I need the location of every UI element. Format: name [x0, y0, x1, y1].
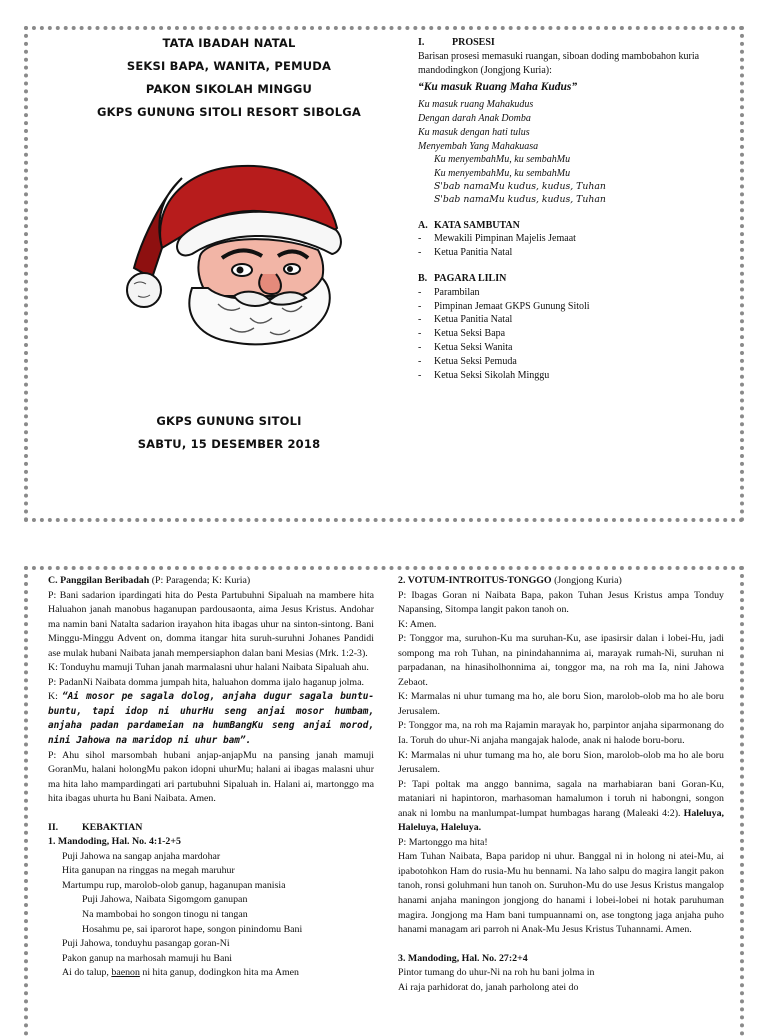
- hymn-line: Martumpu rup, marolob-olob ganup, haganupan manisia: [62, 879, 286, 891]
- list-item: - Ketua Seksi Bapa: [418, 327, 740, 341]
- song-refrain-line: S'bab namaMu kudus, kudus, Tuhan: [434, 193, 606, 205]
- list-item: - Mewakili Pimpinan Majelis Jemaat: [418, 232, 740, 246]
- section-pagara-lilin-heading: [418, 272, 740, 286]
- section-number: I.: [418, 37, 425, 48]
- liturgy-paragraph: K: Marmalas ni uhur tumang ma ho, ale boru Sion, marolob-olob ma ho ale boru Jerusalem.: [398, 691, 724, 717]
- liturgy-paragraph: P: Martonggo ma hita!: [398, 836, 488, 848]
- kata-sambutan-list: [418, 232, 740, 260]
- prayer-paragraph: Ham Tuhan Naibata, Bapa paridop ni uhur. Banggal ni in holong ni atei-Mu, ai ipabotohkon Ham do rusia-Mu hu bennami. Na laho salpu do magira langit pakon tanoh, ronsi goluhmani hun tanoh on. Suruhon-Mu do use Jesus Kristus mangalop hanami anjaha maningon jongjong do hanami i lobei-lobei ni hotak paruhuman magira. Jongjong ma Ham bani tumpuannami on, ase tongtong jaga anjaha puho hanami managam ari parroh ni Anak-Mu Jesus Kristus Tuhannami. Amen.: [398, 851, 724, 936]
- song-line: Ku masuk dengan hati tulus: [418, 126, 530, 138]
- liturgy-paragraph: P: PadanNi Naibata domma jumpah hita, haluahon domma ijalo haganup jolma.: [48, 676, 364, 688]
- hymn-lyrics: [398, 966, 724, 995]
- hymn-line: Ai raja parhidorat do, janah parholong atei do: [398, 981, 579, 993]
- hymn-line: Hosahmu pe, sai iparorot hape, songon pinindomu Bani: [82, 923, 303, 935]
- section-title: PAGARA LILIN: [434, 273, 507, 285]
- event-date: SABTU, 15 DESEMBER 2018: [137, 437, 321, 451]
- section-kebaktian-heading: II. KEBAKTIAN: [48, 821, 143, 833]
- hymn-lyrics: [48, 850, 374, 981]
- cover-title-line: PAKON SIKOLAH MINGGU: [145, 82, 313, 96]
- list-item: - Ketua Seksi Wanita: [418, 341, 740, 355]
- hymn-line: Puji Jahowa, tonduyhu pasangap goran-Ni: [62, 938, 230, 950]
- list-item: - Parambilan: [418, 286, 740, 300]
- liturgy-right-column: [398, 574, 724, 995]
- order-of-service-column: [418, 36, 740, 382]
- cover-page: [24, 26, 744, 522]
- liturgy-paragraph: P: Tonggor ma, suruhon-Ku ma suruhan-Ku, ase ipasirsir dalan i lobei-Hu, jadi sompong ma roh Tuhan, na pinindahannima ai, marayak rumah-Ni, suruhan ni parpadanan, na hinasiholhonnima ai, tonggor ma, na roh ma Ia, nini Jahowa Zebaot.: [398, 633, 724, 688]
- list-item: - Ketua Seksi Sikolah Minggu: [418, 369, 740, 383]
- section-prosesi-heading: [418, 36, 740, 50]
- cover-footer: [64, 414, 394, 460]
- hymn-line: Puji Jahowa, Naibata Sigomgom ganupan: [82, 894, 248, 906]
- list-item: - Ketua Panitia Natal: [418, 246, 740, 260]
- santa-claus-illustration: [122, 128, 362, 348]
- votum-heading: 2. VOTUM-INTROITUS-TONGGO (Jongjong Kuria): [398, 575, 622, 586]
- hymn-line: Ai do talup, baenon ni hita ganup, dodingkon hita ma Amen: [62, 967, 299, 979]
- church-name: GKPS GUNUNG SITOLI: [156, 414, 302, 428]
- song-refrain-line: Ku menyembahMu, ku sembahMu: [434, 154, 571, 166]
- song-line: Menyembah Yang Mahakuasa: [418, 140, 539, 152]
- liturgy-page: [24, 566, 744, 1036]
- list-item: - Ketua Seksi Pemuda: [418, 355, 740, 369]
- cover-title-line: TATA IBADAH NATAL: [162, 36, 296, 50]
- liturgy-paragraph: K: Tonduyhu mamuji Tuhan janah marmalasni uhur halani Naibata Sipaluah ahu.: [48, 662, 369, 674]
- song-title: “Ku masuk Ruang Maha Kudus”: [418, 81, 578, 94]
- section-kata-sambutan-heading: [418, 219, 740, 233]
- liturgy-paragraph: K: Marmalas ni uhur tumang ma ho, ale boru Sion, marolob-olob ma ho ale boru Jerusalem.: [398, 749, 724, 776]
- section-letter: B.: [418, 273, 428, 285]
- liturgy-paragraph: P: Tapi poltak ma anggo bannima, sagala na marhabiaran bani Goran-Ku, mataniari ni hapintoron, marhasoman hamalumon i toruh ni habongni, songon anak ni lombu na manlumpat-lumpat humbagas harang (Maleaki 4:2). Haleluya, Haleluya, Haleluya.: [398, 778, 724, 834]
- section-letter: A.: [418, 219, 428, 231]
- list-item: - Ketua Panitia Natal: [418, 313, 740, 327]
- liturgy-paragraph: P: Tonggor ma, na roh ma Rajamin marayak ho, parpintor anjaha siparmonang do Ia. Toruh do uhur-Ni anjaha mangajak halode, anak ni halode boru-boru.: [398, 720, 724, 747]
- hymn-line: Puji Jahowa na sangap anjaha mardohar: [62, 850, 221, 862]
- liturgy-paragraph: P: Ibagas Goran ni Naibata Bapa, pakon Tuhan Jesus Kristus ampa Tonduy Napansing, Sitompa langit pakon tanoh on.: [398, 589, 724, 616]
- song-line: Dengan darah Anak Domba: [418, 113, 531, 125]
- song-refrain-line: Ku menyembahMu, ku sembahMu: [434, 168, 571, 180]
- cover-column: [64, 36, 394, 348]
- panggilan-heading: C. Panggilan Beribadah (P: Paragenda; K: Kuria): [48, 575, 251, 586]
- pagara-lilin-list: [418, 286, 740, 383]
- song-refrain-line: S'bab namaMu kudus, kudus, Tuhan: [434, 181, 606, 193]
- liturgy-left-column: [48, 574, 374, 981]
- liturgy-paragraph: K: Amen.: [398, 618, 437, 630]
- liturgy-paragraph: P: Bani sadarion ipardingati hita do Pesta Partubuhni Sipaluah na mambere hita Haluahon janah manobus haganupan pardousaonta, aima Jesus Kristus. Andohar ma namin bani Natalta sadarion irayahon hita ibagas uhur na sinton-sintong. Bani Minggu-Minggu Advent on, domma itangar hita suruh-suruhni Johanes Pandidi ase mulak hubani Naibata janah mempersiaphon dalan bani Mesias (Mrk. 1:2-3).: [48, 589, 374, 659]
- section-title: KATA SAMBUTAN: [434, 219, 520, 231]
- hymn-line: Pintor tumang do uhur-Ni na roh hu bani jolma in: [398, 967, 595, 979]
- section-title: PROSESI: [452, 37, 495, 48]
- liturgy-paragraph: K: “Ai mosor pe sagala dolog, anjaha dugur sagala buntu-buntu, tapi idop ni uhurHu seng anjai mosor humbam, anjaha padan pardameian na humBangKu seng anjai morod, nini Jahowa na maridop ni uhur bam”.: [48, 691, 375, 747]
- song-heading: 1. Mandoding, Hal. No. 4:1-2+5: [48, 836, 181, 848]
- cover-title-line: GKPS GUNUNG SITOLI RESORT SIBOLGA: [97, 105, 361, 119]
- hymn-line: Hita ganupan na ringgas na megah maruhur: [62, 865, 235, 877]
- list-item: - Pimpinan Jemaat GKPS Gunung Sitoli: [418, 300, 740, 314]
- song-line: Ku masuk ruang Mahakudus: [418, 99, 534, 111]
- liturgy-paragraph: P: Ahu sihol marsombah hubani anjap-anjapMu na pansing janah mamuji GoranMu, halani holongMu pakon idopni uhurMu; halani ai ibagas malasni uhur ma hita laho mampardingati ari partubuhni Sipaluah in. Halani ai, martonggo ma hita ibagas uhurta hu Bani Naibata. Amen.: [48, 749, 374, 805]
- song-heading: 3. Mandoding, Hal. No. 27:2+4: [398, 952, 528, 964]
- hymn-line: Na mambobai ho songon tinogu ni tangan: [82, 909, 248, 921]
- prosesi-intro: Barisan prosesi memasuki ruangan, siboan doding mambobahon kuria mandodingkon (Jongjong Kuria):: [418, 50, 700, 76]
- hymn-line: Pakon ganup na marhosah mamuji hu Bani: [62, 952, 233, 964]
- cover-title-line: SEKSI BAPA, WANITA, PEMUDA: [126, 59, 332, 73]
